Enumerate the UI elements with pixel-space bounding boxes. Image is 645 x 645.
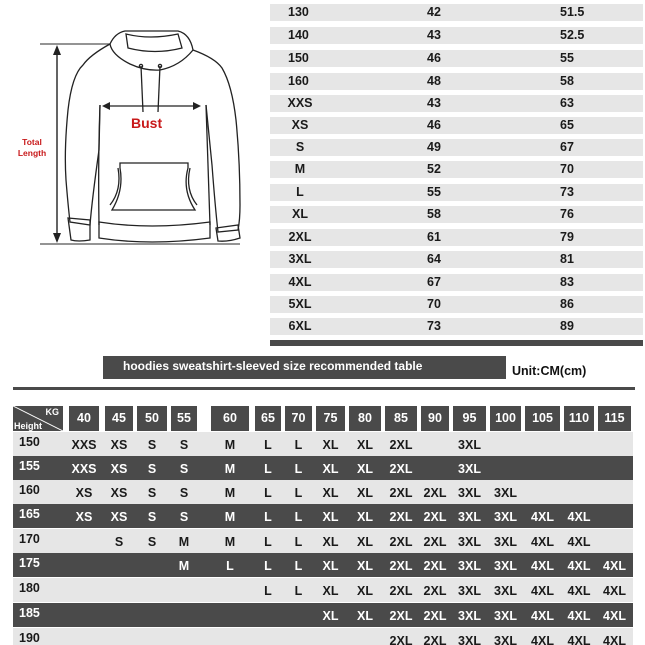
length-cell: 70 — [560, 162, 574, 176]
size-cell: 2XL — [389, 609, 413, 623]
bust-cell: 52 — [427, 162, 441, 176]
length-cell: 89 — [560, 319, 574, 333]
height-cell: 150 — [19, 435, 40, 449]
size-cell: XL — [322, 462, 339, 476]
grid-row-165 — [13, 504, 633, 528]
size-cell: 4XL — [531, 634, 554, 645]
bust-cell: 67 — [427, 275, 441, 289]
size-cell: L — [264, 438, 272, 452]
size-cell: 3XL — [494, 634, 517, 645]
size-cell: 2XL — [423, 510, 447, 524]
size-cell: XL — [322, 510, 339, 524]
length-cell: 83 — [560, 275, 574, 289]
size-cell: XL — [357, 584, 373, 598]
bust-cell: 64 — [427, 252, 441, 266]
height-cell: 185 — [19, 606, 40, 620]
weight-header-55: 55 — [171, 406, 197, 431]
size-cell: XL — [322, 535, 339, 549]
size-cell: S — [147, 438, 157, 452]
size-cell: 3XL — [458, 559, 481, 573]
height-cell: 190 — [19, 631, 40, 645]
length-cell: 51.5 — [560, 5, 585, 19]
height-cell: 180 — [19, 581, 40, 595]
size-cell: 4XL — [603, 559, 626, 573]
size-cell: 2XL — [423, 559, 447, 573]
size-cell: XXS — [71, 438, 97, 452]
size-cell: 4XL — [603, 609, 626, 623]
size-cell: XS — [75, 486, 93, 500]
size-cell: M — [294, 162, 306, 176]
size-cell: XXS — [71, 462, 97, 476]
size-cell: L — [294, 584, 303, 598]
measurement-table-footer-bar — [270, 340, 643, 346]
size-cell: L — [264, 486, 272, 500]
measurement-row — [270, 229, 643, 246]
size-cell: 4XL — [567, 510, 591, 524]
size-cell: M — [178, 559, 190, 573]
weight-header-75: 75 — [316, 406, 345, 431]
size-cell: 3XL — [458, 634, 481, 645]
size-cell: XL — [357, 535, 373, 549]
size-cell: 5XL — [288, 297, 312, 311]
weight-header-90: 90 — [421, 406, 449, 431]
size-cell: S — [295, 140, 305, 154]
grid-row-175 — [13, 553, 633, 577]
measurement-row — [270, 27, 643, 44]
size-cell: 4XL — [531, 559, 554, 573]
size-cell: M — [224, 438, 236, 452]
weight-header-80: 80 — [349, 406, 381, 431]
length-cell: 58 — [560, 74, 574, 88]
size-cell: 2XL — [389, 510, 413, 524]
size-cell: M — [224, 510, 236, 524]
length-cell: 86 — [560, 297, 574, 311]
size-cell: 2XL — [389, 584, 413, 598]
size-cell: 2XL — [389, 535, 413, 549]
size-cell: 2XL — [423, 609, 447, 623]
size-cell: XS — [110, 438, 128, 452]
measurement-row — [270, 318, 643, 335]
size-cell: 2XL — [389, 438, 413, 452]
size-cell: 6XL — [288, 319, 312, 333]
measurement-row — [270, 4, 643, 21]
bust-cell: 58 — [427, 207, 441, 221]
measurement-row — [270, 274, 643, 291]
size-cell: 3XL — [494, 559, 517, 573]
size-cell: 160 — [288, 74, 309, 88]
size-cell: M — [178, 535, 190, 549]
measurement-row — [270, 139, 643, 156]
size-cell: XL — [322, 438, 339, 452]
measurement-row — [270, 95, 643, 112]
length-cell: 65 — [560, 118, 574, 132]
size-cell: XL — [322, 584, 339, 598]
size-cell: 4XL — [531, 584, 554, 598]
size-cell: S — [147, 510, 157, 524]
grid-row-180 — [13, 578, 633, 602]
size-cell: L — [264, 559, 272, 573]
height-cell: 155 — [19, 459, 40, 473]
kg-label: KG — [45, 407, 59, 417]
size-cell: 3XL — [494, 609, 517, 623]
size-cell: S — [147, 535, 157, 549]
size-cell: L — [294, 535, 303, 549]
size-cell: 2XL — [389, 462, 413, 476]
size-cell: L — [264, 584, 272, 598]
size-cell: 2XL — [423, 634, 447, 645]
size-cell: L — [294, 559, 303, 573]
size-cell: 2XL — [423, 486, 447, 500]
size-cell: L — [294, 462, 303, 476]
measurement-row — [270, 184, 643, 201]
grid-row-160 — [13, 480, 633, 504]
size-cell: S — [179, 510, 189, 524]
size-cell: 140 — [288, 28, 309, 42]
size-cell: 3XL — [458, 486, 481, 500]
size-cell: XL — [357, 462, 373, 476]
size-cell: 130 — [288, 5, 309, 19]
length-cell: 73 — [560, 185, 574, 199]
size-cell: XXS — [287, 96, 313, 110]
grid-row-170 — [13, 529, 633, 553]
size-cell: M — [224, 486, 236, 500]
weight-header-50: 50 — [137, 406, 167, 431]
size-cell: 3XL — [494, 584, 517, 598]
grid-row-155 — [13, 456, 633, 480]
bust-cell: 55 — [427, 185, 441, 199]
size-cell: 2XL — [423, 535, 447, 549]
size-cell: 4XL — [567, 535, 591, 549]
size-cell: 3XL — [458, 510, 481, 524]
bust-cell: 46 — [427, 118, 441, 132]
bust-cell: 49 — [427, 140, 441, 154]
bust-cell: 61 — [427, 230, 441, 244]
bust-cell: 43 — [427, 28, 441, 42]
size-cell: XS — [110, 510, 128, 524]
bust-cell: 48 — [427, 74, 441, 88]
size-cell: 3XL — [494, 510, 517, 524]
bust-cell: 43 — [427, 96, 441, 110]
hoodie-illustration — [0, 0, 265, 255]
length-cell: 52.5 — [560, 28, 585, 42]
size-cell: 3XL — [494, 535, 517, 549]
bust-cell: 46 — [427, 51, 441, 65]
size-cell: 3XL — [458, 535, 481, 549]
weight-header-115: 115 — [598, 406, 631, 431]
height-cell: 165 — [19, 507, 40, 521]
size-cell: S — [147, 486, 157, 500]
weight-header-85: 85 — [385, 406, 417, 431]
size-cell: S — [179, 486, 189, 500]
length-cell: 67 — [560, 140, 574, 154]
size-cell: XL — [357, 510, 373, 524]
size-cell: 4XL — [288, 275, 312, 289]
size-cell: 4XL — [603, 584, 626, 598]
size-cell: 4XL — [567, 609, 591, 623]
size-cell: L — [294, 486, 303, 500]
length-cell: 79 — [560, 230, 574, 244]
bust-label: Bust — [131, 115, 163, 131]
size-cell: 4XL — [531, 609, 554, 623]
size-cell: XL — [322, 559, 339, 573]
measurement-row — [270, 206, 643, 223]
size-cell: L — [296, 185, 304, 199]
bust-cell: 73 — [427, 319, 441, 333]
height-cell: 170 — [19, 532, 40, 546]
size-cell: 2XL — [389, 559, 413, 573]
section-divider — [13, 387, 635, 390]
size-cell: S — [179, 462, 189, 476]
measurement-row — [270, 50, 643, 67]
size-cell: M — [224, 535, 236, 549]
size-cell: 4XL — [567, 559, 591, 573]
measurement-row — [270, 73, 643, 90]
size-cell: 4XL — [531, 535, 554, 549]
size-cell: XL — [292, 207, 308, 221]
grid-row-150 — [13, 432, 633, 456]
size-cell: XS — [291, 118, 309, 132]
size-cell: 2XL — [423, 584, 447, 598]
size-cell: 3XL — [458, 609, 481, 623]
size-cell: XS — [75, 510, 93, 524]
weight-header-100: 100 — [490, 406, 521, 431]
bust-cell: 42 — [427, 5, 441, 19]
size-cell: 3XL — [494, 486, 517, 500]
size-cell: 4XL — [531, 510, 554, 524]
recommend-table-title: hoodies sweatshirt-sleeved size recommended table — [103, 356, 506, 379]
size-cell: 4XL — [603, 634, 626, 645]
weight-header-40: 40 — [69, 406, 99, 431]
weight-header-65: 65 — [255, 406, 281, 431]
total-length-label: Total Length — [17, 137, 47, 158]
length-cell: 55 — [560, 51, 574, 65]
length-cell: 81 — [560, 252, 574, 266]
size-cell: 3XL — [288, 252, 312, 266]
size-cell: S — [179, 438, 189, 452]
weight-header-60: 60 — [211, 406, 249, 431]
size-cell: 3XL — [458, 438, 481, 452]
size-cell: 3XL — [458, 584, 481, 598]
weight-header-70: 70 — [285, 406, 312, 431]
unit-label: Unit:CM(cm) — [512, 364, 587, 378]
length-cell: 76 — [560, 207, 574, 221]
measurement-row — [270, 251, 643, 268]
size-cell: M — [224, 462, 236, 476]
size-cell: 2XL — [389, 486, 413, 500]
measurement-row — [270, 161, 643, 178]
size-cell: XL — [357, 486, 373, 500]
size-cell: XS — [110, 486, 128, 500]
size-cell: S — [114, 535, 124, 549]
weight-header-110: 110 — [564, 406, 594, 431]
size-cell: 2XL — [288, 230, 312, 244]
size-cell: L — [226, 559, 234, 573]
weight-header-45: 45 — [105, 406, 133, 431]
grid-row-185 — [13, 603, 633, 627]
size-cell: L — [264, 535, 272, 549]
weight-header-105: 105 — [525, 406, 560, 431]
size-cell: XL — [357, 609, 373, 623]
size-cell: XL — [322, 486, 339, 500]
size-cell: 3XL — [458, 462, 481, 476]
size-cell: 4XL — [567, 584, 591, 598]
size-cell: XL — [322, 609, 339, 623]
size-cell: XS — [110, 462, 128, 476]
grid-row-190 — [13, 628, 633, 645]
size-cell: L — [264, 510, 272, 524]
measurement-row — [270, 117, 643, 134]
size-cell: 2XL — [389, 634, 413, 645]
size-cell: XL — [357, 438, 373, 452]
weight-header-95: 95 — [453, 406, 486, 431]
size-cell: L — [294, 438, 303, 452]
size-cell: L — [264, 462, 272, 476]
measurement-row — [270, 296, 643, 313]
size-cell: XL — [357, 559, 373, 573]
size-cell: 150 — [288, 51, 309, 65]
height-cell: 175 — [19, 556, 40, 570]
height-label: Height — [14, 421, 42, 431]
bust-cell: 70 — [427, 297, 441, 311]
size-cell: S — [147, 462, 157, 476]
size-cell: L — [294, 510, 303, 524]
height-cell: 160 — [19, 483, 40, 497]
size-cell: 4XL — [567, 634, 591, 645]
length-cell: 63 — [560, 96, 574, 110]
grid-corner-header — [13, 406, 63, 431]
